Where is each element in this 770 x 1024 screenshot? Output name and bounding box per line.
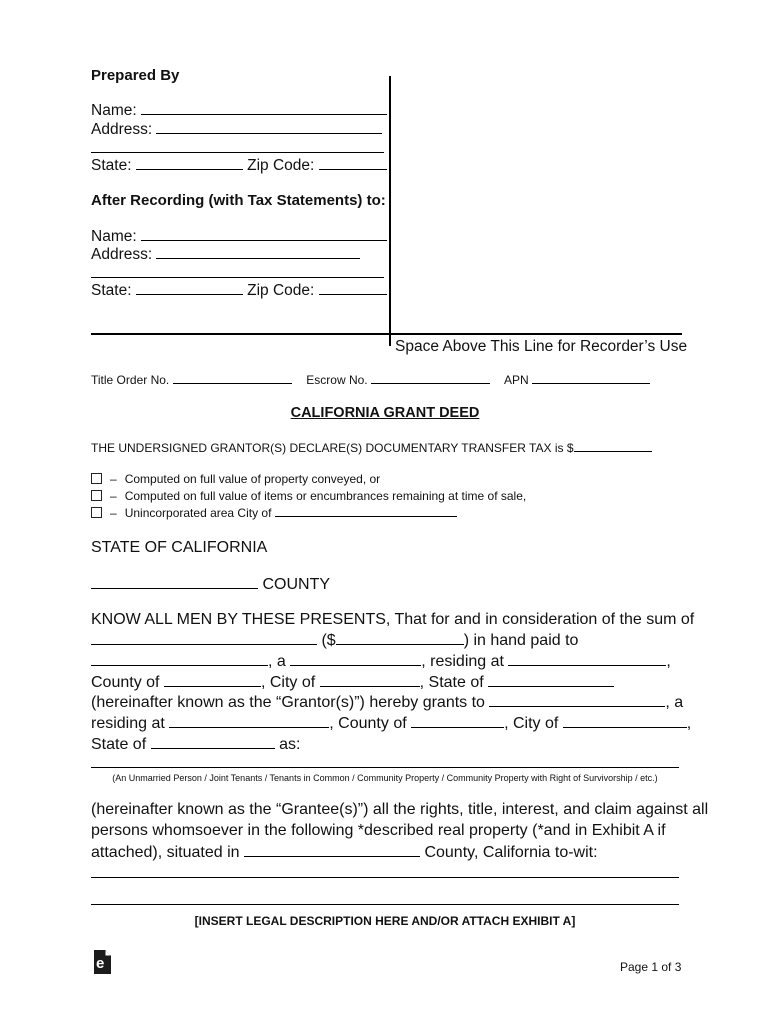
unincorporated-city-field[interactable] (275, 506, 457, 517)
grantor-name-field[interactable] (91, 652, 268, 666)
grantor-city-field[interactable] (320, 673, 420, 687)
option-label: Computed on full value of property conveyed, or (124, 472, 381, 486)
grantor-address-field[interactable] (508, 652, 666, 666)
recording-name-row (91, 227, 387, 246)
grantee-rights-line-1: (hereinafter known as the “Grantee(s)”) all the rights, title, interest, and claim against all (91, 801, 709, 818)
tax-option-unincorporated: – Unincorporated area City of (91, 506, 457, 520)
address-label: Address: (91, 246, 153, 263)
legal-description-line-2[interactable] (91, 904, 679, 905)
tax-line (91, 441, 652, 455)
recording-address-line-2[interactable] (91, 277, 384, 278)
grantee-name-field[interactable] (489, 693, 665, 707)
know-all-line: KNOW ALL MEN BY THESE PRESENTS, That for and in consideration of the sum of (91, 611, 695, 628)
checkbox-icon[interactable] (91, 490, 102, 501)
name-label: Name: (91, 102, 137, 119)
address-label: Address: (91, 121, 153, 138)
grantee-county-field[interactable] (411, 714, 504, 728)
tax-line-text: THE UNDERSIGNED GRANTOR(S) DECLARE(S) DOCUMENTARY TRANSFER TAX is $ (91, 441, 574, 455)
page-number: Page 1 of 3 (620, 960, 682, 974)
consideration-words-field[interactable] (91, 631, 317, 645)
grantor-line: , a , residing at , (91, 652, 671, 671)
prepared-state-field[interactable] (136, 156, 243, 170)
name-label: Name: (91, 228, 137, 245)
zip-label: Zip Code: (247, 157, 315, 174)
ownership-type-field[interactable] (91, 767, 679, 768)
grantee-address-field[interactable] (169, 714, 329, 728)
recorder-vertical-divider (389, 76, 391, 346)
recorder-horizontal-divider (91, 333, 682, 335)
state-label: State: (91, 282, 132, 299)
escrow-field[interactable] (371, 373, 490, 384)
after-recording-heading: After Recording (with Tax Statements) to: (91, 192, 386, 209)
consideration-amount-field[interactable] (336, 631, 464, 645)
recording-state-field[interactable] (136, 281, 243, 295)
grantee-state-line: State of as: (91, 736, 301, 753)
grantee-location-line: residing at , County of , City of , (91, 715, 692, 732)
grantor-county-field[interactable] (164, 673, 261, 687)
deed-title: CALIFORNIA GRANT DEED (290, 405, 480, 421)
tax-amount-field[interactable] (574, 441, 652, 452)
tax-option-encumbrances: – Computed on full value of items or encumbrances remaining at time of sale, (91, 489, 526, 503)
grantor-status-field[interactable] (290, 652, 421, 666)
prepared-zip-field[interactable] (319, 156, 387, 170)
prepared-address-row (91, 120, 382, 139)
grantor-state-field[interactable] (488, 673, 614, 687)
state-heading: STATE OF CALIFORNIA (91, 539, 268, 556)
grantee-rights-line-3: attached), situated in County, California to-wit: (91, 844, 598, 861)
apn-field[interactable] (532, 373, 650, 384)
consideration-line: ($ ) in hand paid to (91, 631, 578, 650)
grants-to-line: (hereinafter known as the “Grantor(s)”) hereby grants to , a (91, 694, 684, 711)
grantee-state-field[interactable] (151, 735, 275, 749)
recording-state-zip-row (91, 281, 387, 300)
title-order-field[interactable] (173, 373, 292, 384)
recording-name-field[interactable] (141, 227, 387, 241)
escrow-label: Escrow No. (306, 373, 368, 387)
recording-address-field[interactable] (156, 245, 360, 259)
recording-address-row (91, 245, 360, 264)
prepared-name-row (91, 101, 387, 120)
county-label: COUNTY (262, 576, 331, 593)
tax-option-full-value: – Computed on full value of property conveyed, or (91, 472, 380, 486)
eforms-logo-icon: e (92, 949, 112, 975)
order-line (91, 373, 650, 387)
prepared-address-line-2[interactable] (91, 152, 384, 153)
prepared-address-field[interactable] (156, 120, 382, 134)
grantee-city-field[interactable] (563, 714, 687, 728)
title-order-label: Title Order No. (91, 373, 170, 387)
checkbox-icon[interactable] (91, 507, 102, 518)
property-county-field[interactable] (244, 843, 420, 857)
zip-label: Zip Code: (247, 282, 315, 299)
prepared-by-heading: Prepared By (91, 67, 180, 84)
county-heading-row (91, 575, 330, 594)
recording-zip-field[interactable] (319, 281, 387, 295)
option-label: Computed on full value of items or encumbrances remaining at time of sale, (124, 489, 527, 503)
grantee-rights-line-2: persons whomsoever in the following *described real property (*and in Exhibit A if (91, 822, 666, 839)
ownership-note: (An Unmarried Person / Joint Tenants / Tenants in Common / Community Property / Community Property with Right of Survivorship / etc.) (112, 773, 658, 783)
prepared-name-field[interactable] (141, 101, 387, 115)
state-label: State: (91, 157, 132, 174)
grantor-location-line: County of , City of , State of (91, 673, 614, 692)
option-label: Unincorporated area City of (124, 506, 272, 520)
insert-legal-description: [INSERT LEGAL DESCRIPTION HERE AND/OR ATTACH EXHIBIT A] (194, 914, 576, 928)
prepared-state-zip-row (91, 156, 387, 175)
apn-label: APN (504, 373, 529, 387)
county-name-field[interactable] (91, 575, 258, 589)
legal-description-line-1[interactable] (91, 877, 679, 878)
checkbox-icon[interactable] (91, 473, 102, 484)
recorder-space-note: Space Above This Line for Recorder’s Use (395, 338, 688, 355)
